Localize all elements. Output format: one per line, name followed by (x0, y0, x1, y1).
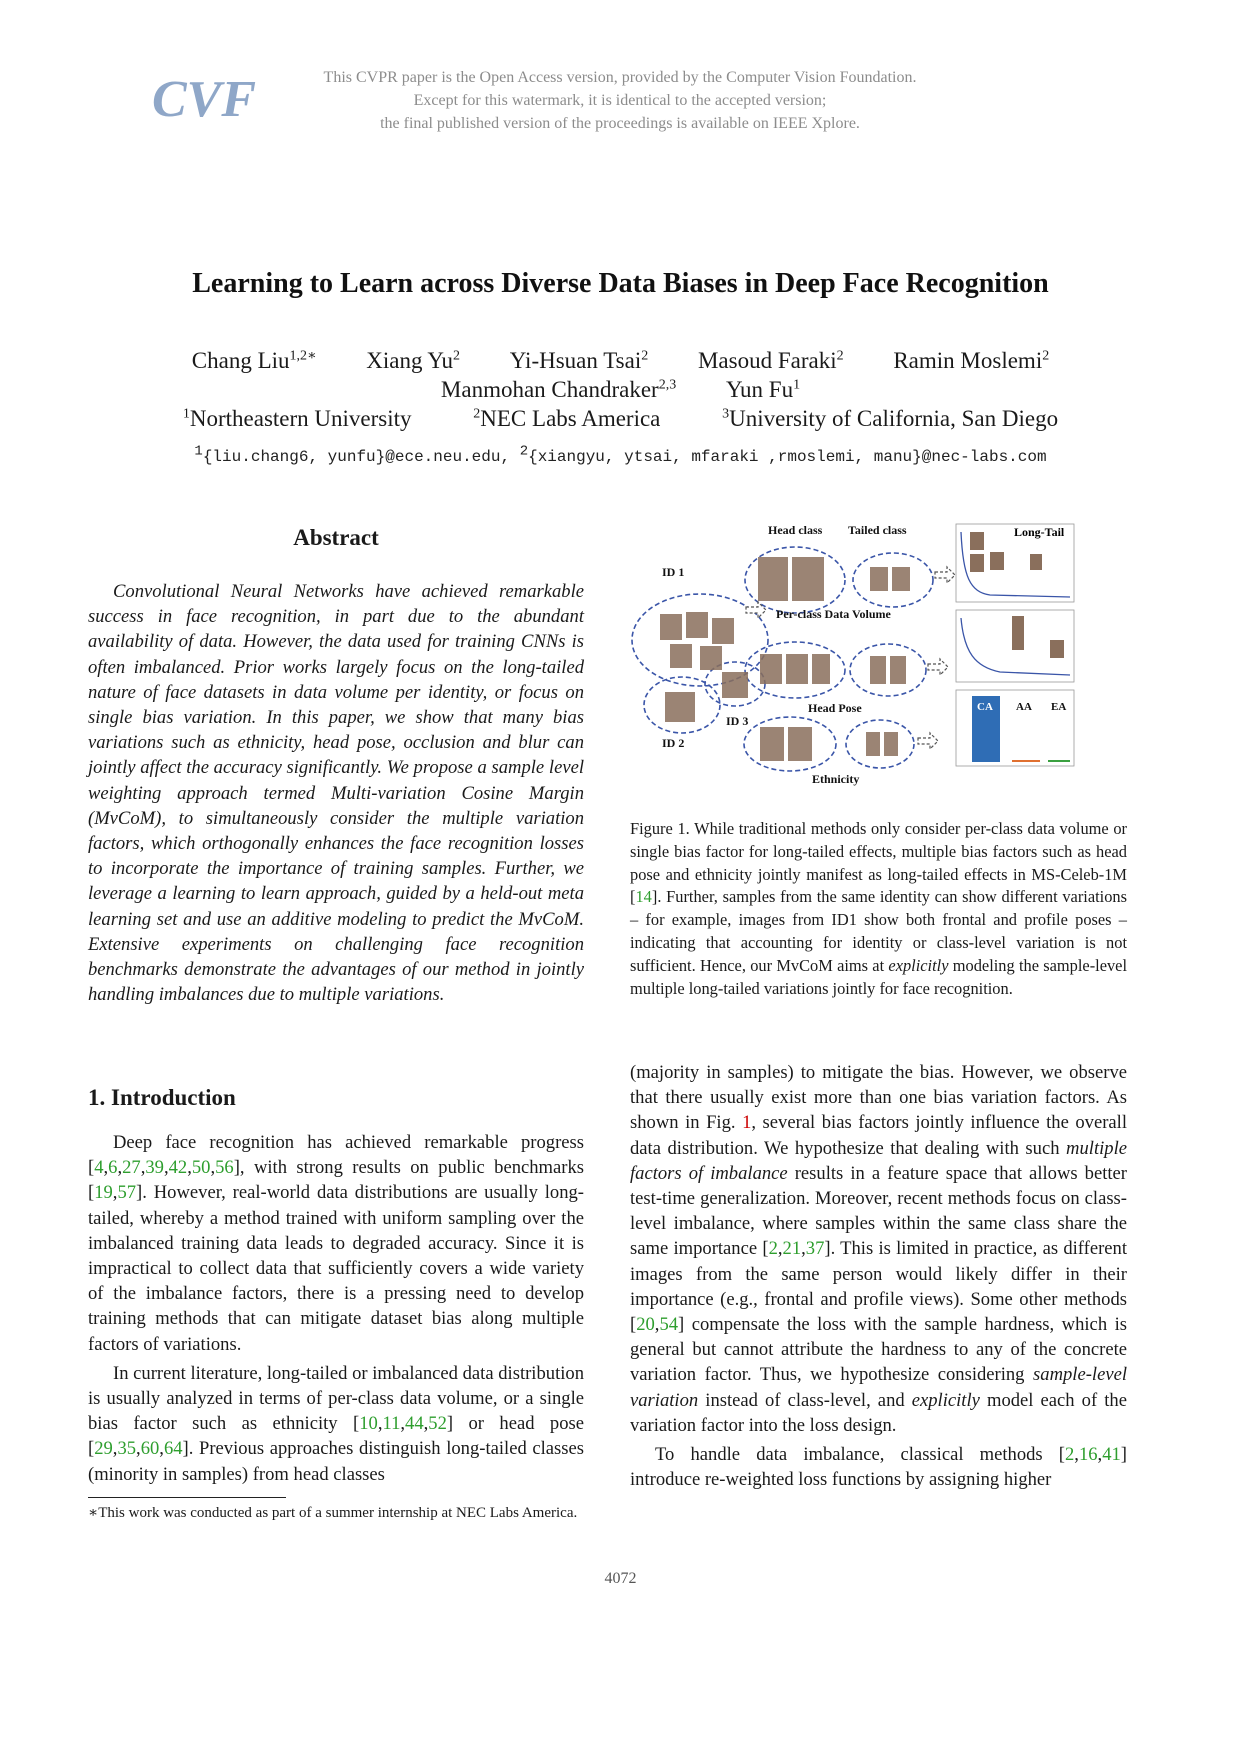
watermark-line-3: the final published version of the proceedings is available on IEEE Xplore. (380, 115, 860, 132)
authors-row-2 (0, 377, 1241, 403)
citation[interactable]: 6 (108, 1157, 118, 1179)
citation[interactable]: 42 (168, 1157, 188, 1179)
label-head-pose: Head Pose (808, 701, 862, 715)
face-thumbnail (700, 646, 722, 670)
face-thumbnail (660, 614, 682, 640)
citation[interactable]: 4 (94, 1157, 104, 1179)
face-thumbnail (892, 567, 910, 591)
citation[interactable]: 29 (94, 1438, 113, 1460)
label-ca: CA (977, 701, 993, 713)
author: Yun Fu$^1$ (725, 377, 801, 402)
figure-1-caption: Figure 1. While traditional methods only consider per-class data volume or single bias factor for long-tailed effects, multiple bias factors such as head pose and ethnicity jointly manifest as long-tailed effects in MS-Celeb-1M [14]. Further, samples from the same identity can show different variations – for example, images from ID1 show both frontal and profile poses – indicating that accounting for identity or class-level variation is not sufficient. Hence, our MvCoM aims at explicitly modeling the sample-level multiple long-tailed variations jointly for face recognition. (630, 819, 1127, 998)
label-per-class: Per-class Data Volume (776, 607, 891, 621)
paper-title: Learning to Learn across Diverse Data Biases in Deep Face Recognition (192, 268, 1049, 299)
face-thumbnail (812, 654, 830, 684)
face-thumbnail (792, 557, 824, 601)
label-ea: EA (1051, 701, 1067, 713)
face-thumbnail (665, 692, 695, 722)
face-thumbnail (890, 656, 906, 684)
citation[interactable]: 10 (359, 1413, 378, 1435)
author: Chang Liu$^{1,2∗}$ (191, 348, 317, 373)
intro-paragraph-3: (majority in samples) to mitigate the bias. However, we observe that there usually exist more than one bias variation factors. As shown in Fig. 1, several bias factors jointly influence the overall data distribution. We hypothesize that dealing with such multiple factors of imbalance results in a feature space that allows better test-time generalization. Moreover, recent methods focus on class-level imbalance, where samples within the same class share the same importance [2,21,37]. This is limited in practice, as different images from the same person would likely differ in their importance (e.g., frontal and profile views). Some other methods [20,54] compensate the loss with the sample hardness, which is general but cannot attribute the hardness to any of the concrete variation factor. Thus, we hypothesize considering sample-level variation instead of class-level, and explicitly model each of the variation factor into the loss design. (630, 1062, 1127, 1436)
email-group[interactable]: {liu.chang6, yunfu}@ece.neu.edu, (202, 448, 511, 466)
citation[interactable]: 52 (428, 1413, 447, 1435)
affiliations-row (0, 406, 1241, 432)
face-thumbnail (760, 727, 784, 761)
arrow-icon (928, 659, 948, 675)
face-thumbnail (870, 656, 886, 684)
citation[interactable]: 60 (140, 1438, 160, 1460)
citation[interactable]: 50 (191, 1157, 211, 1179)
author: Masoud Faraki$^2$ (697, 348, 844, 373)
label-id2: ID 2 (662, 736, 685, 750)
intro-paragraph-2: In current literature, long-tailed or imbalanced data distribution is usually analyzed in terms of per-class data volume, or a single bias factor such as ethnicity [10,11,44,52] or head pose [29,35,60,64]. Previous approaches distinguish long-tailed classes (minority in samples) from head classes (88, 1362, 584, 1485)
label-id3: ID 3 (726, 714, 749, 728)
author: Manmohan Chandraker$^{2,3}$ (440, 377, 677, 402)
citation[interactable]: 54 (659, 1314, 679, 1336)
email-group[interactable]: {xiangyu, ytsai, mfaraki ,rmoslemi, manu}@nec-labs.com (528, 448, 1047, 466)
footnote: ∗This work was conducted as part of a summer internship at NEC Labs America. (88, 1505, 578, 1521)
face-thumbnail (758, 557, 788, 601)
face-thumbnail (788, 727, 812, 761)
abstract-body (88, 579, 584, 1007)
emails-row (0, 443, 1241, 466)
citation[interactable]: 41 (1102, 1444, 1121, 1466)
intro-paragraph-4: To handle data imbalance, classical methods [2,16,41] introduce re-weighted loss functions by assigning higher (630, 1444, 1127, 1491)
arrow-icon (746, 602, 766, 618)
abstract-heading: Abstract (293, 525, 379, 550)
figure-reference[interactable]: 1 (742, 1112, 752, 1134)
label-id1: ID 1 (662, 565, 685, 579)
introduction-right-column (630, 1060, 1127, 1496)
face-thumbnail (712, 618, 734, 644)
footnote-divider (88, 1497, 286, 1498)
citation[interactable]: 44 (405, 1413, 424, 1435)
watermark-line-2: Except for this watermark, it is identical to the accepted version; (413, 92, 827, 109)
long-tail-chart-2 (956, 610, 1074, 682)
face-thumbnail (722, 672, 748, 698)
authors-row-1 (0, 348, 1241, 374)
introduction-heading: 1. Introduction (88, 1085, 236, 1110)
affiliation: $^2$NEC Labs America (473, 406, 661, 431)
introduction-left-column (88, 1130, 584, 1491)
face-thumbnail (786, 654, 808, 684)
watermark-notice (250, 66, 990, 135)
figure-1 (630, 522, 1127, 797)
citation[interactable]: 14 (635, 887, 652, 907)
citation[interactable]: 19 (94, 1182, 113, 1204)
email-sup: 1 (194, 443, 203, 460)
author: Ramin Moslemi$^2$ (893, 348, 1050, 373)
bar-ea (1048, 760, 1070, 762)
bar-aa (1012, 760, 1040, 762)
citation[interactable]: 27 (122, 1157, 141, 1179)
arrow-icon (918, 733, 938, 749)
face-thumbnail (670, 644, 692, 668)
citation[interactable]: 11 (382, 1413, 401, 1435)
citation[interactable]: 64 (163, 1438, 183, 1460)
affiliation: $^3$University of California, San Diego (722, 406, 1059, 431)
email-sup: 2 (519, 443, 529, 460)
face-thumbnail (760, 654, 782, 684)
citation[interactable]: 16 (1078, 1444, 1098, 1466)
long-tail-chart-1 (956, 524, 1074, 602)
label-aa: AA (1016, 701, 1032, 713)
cvf-logo (150, 66, 257, 128)
label-head-class: Head class (768, 523, 823, 537)
label-long-tail: Long-Tail (1014, 525, 1065, 539)
author: Yi-Hsuan Tsai$^2$ (509, 348, 649, 373)
citation[interactable]: 39 (145, 1157, 164, 1179)
citation[interactable]: 2 (1065, 1444, 1075, 1466)
cvf-logo-text: CVF (152, 71, 257, 128)
author: Xiang Yu$^2$ (366, 348, 460, 373)
page-number: 4072 (604, 1570, 637, 1587)
citation[interactable]: 57 (117, 1182, 137, 1204)
face-thumbnail (884, 732, 898, 756)
label-ethnicity: Ethnicity (812, 772, 860, 786)
citation[interactable]: 56 (215, 1157, 234, 1179)
label-tailed-class: Tailed class (848, 523, 907, 537)
face-thumbnail (870, 567, 888, 591)
watermark-line-1: This CVPR paper is the Open Access version, provided by the Computer Vision Foundation. (323, 69, 917, 86)
face-thumbnail (866, 732, 880, 756)
citation[interactable]: 20 (636, 1314, 655, 1336)
citation[interactable]: 21 (782, 1238, 802, 1260)
ethnicity-bar-chart (956, 690, 1074, 766)
abstract-paragraph: Convolutional Neural Networks have achieved remarkable success in face recognition, in part due to the abundant availability of data. However, the data used for training CNNs is often imbalanced. Prior works largely focus on the long-tailed nature of face datasets in data volume per identity, or focus on single bias variation. In this paper, we show that many bias variations such as ethnicity, head pose, occlusion and blur can jointly affect the accuracy significantly. We propose a sample level weighting approach termed Multi-variation Cosine Margin (MvCoM), to simultaneously consider the multiple variation factors, which orthogonally enhances the face recognition losses to incorporate the importance of training samples. Further, we leverage a learning to learn approach, guided by a held-out meta learning set and use an additive modeling to predict the MvCoM. Extensive experiments on challenging face recognition benchmarks demonstrate the advantages of our method in jointly handling imbalances due to multiple variations. (88, 581, 584, 1006)
citation[interactable]: 2 (768, 1238, 778, 1260)
affiliation: $^1$Northeastern University (182, 406, 412, 431)
arrow-icon (935, 567, 955, 583)
head-pose-tail-cluster (850, 644, 926, 696)
face-thumbnail (686, 612, 708, 638)
citation[interactable]: 37 (805, 1238, 825, 1260)
citation[interactable]: 35 (117, 1438, 137, 1460)
intro-paragraph-1: Deep face recognition has achieved remarkable progress [4,6,27,39,42,50,56], with strong results on public benchmarks [19,57]. However, real-world data distributions are usually long-tailed, whereby a method trained with uniform sampling over the imbalanced training data leads to degraded accuracy. Since it is impractical to collect data that sufficiently covers a wide variety of the imbalance factors, there is a pressing need to develop training methods that can mitigate dataset bias along multiple factors of variations. (88, 1132, 584, 1355)
